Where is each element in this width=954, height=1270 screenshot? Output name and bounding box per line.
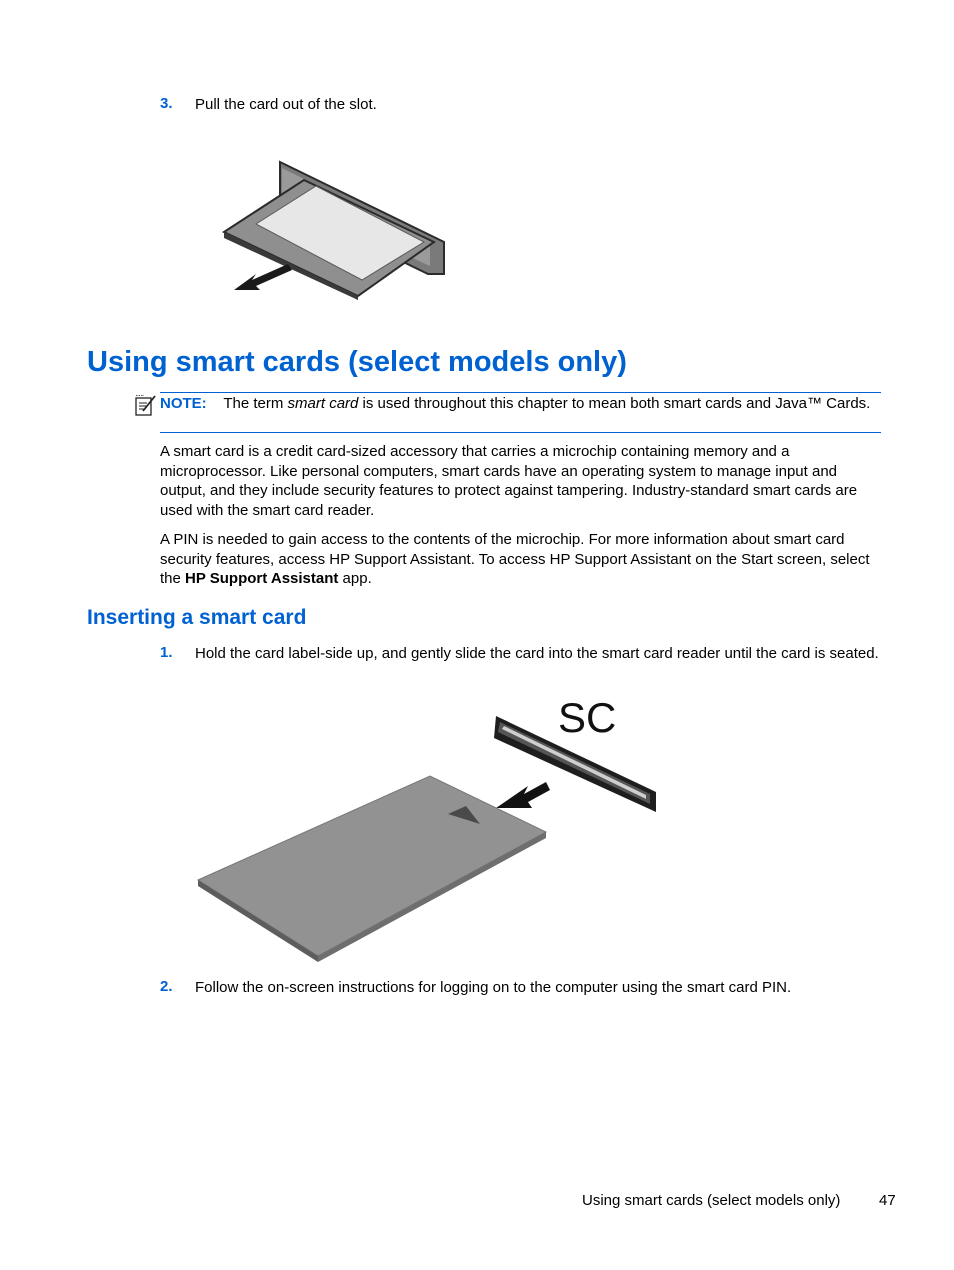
page-title: Using smart cards (select models only): [87, 346, 627, 378]
step-number: 2.: [160, 978, 173, 995]
step-number: 1.: [160, 644, 173, 661]
paragraph: A PIN is needed to gain access to the contents of the microchip. For more information about smart card security features, access HP Support Assistant. To access HP Support Assistant on the Start screen, select the HP Support Assistant app.: [160, 531, 870, 587]
paragraph: A smart card is a credit card-sized accessory that carries a microchip containing memory and a microprocessor. Like personal computers, smart cards have an operating system to manage input and output, and they include security features to protect against tampering. Industry-standard smart cards are used with the smart card reader.: [160, 443, 858, 519]
note-icon: [134, 394, 158, 418]
note-label: NOTE:: [160, 395, 207, 412]
section-heading: Inserting a smart card: [87, 606, 307, 629]
step-number: 3.: [160, 95, 173, 112]
card-insertion-illustration: [194, 694, 660, 964]
step-text: Hold the card label-side up, and gently slide the card into the smart card reader until the card is seated.: [195, 645, 879, 662]
note-box: [160, 392, 881, 433]
step-text: Follow the on-screen instructions for logging on to the computer using the smart card PIN.: [195, 979, 792, 996]
sc-label: SC: [558, 694, 617, 741]
page-number: 47: [879, 1192, 896, 1209]
card-removal-illustration: [220, 158, 448, 300]
footer-title: Using smart cards (select models only): [582, 1192, 841, 1209]
note-text: NOTE: The term smart card is used throughout this chapter to mean both smart cards and Java™ Cards.: [160, 395, 871, 412]
step-text: Pull the card out of the slot.: [195, 96, 377, 113]
